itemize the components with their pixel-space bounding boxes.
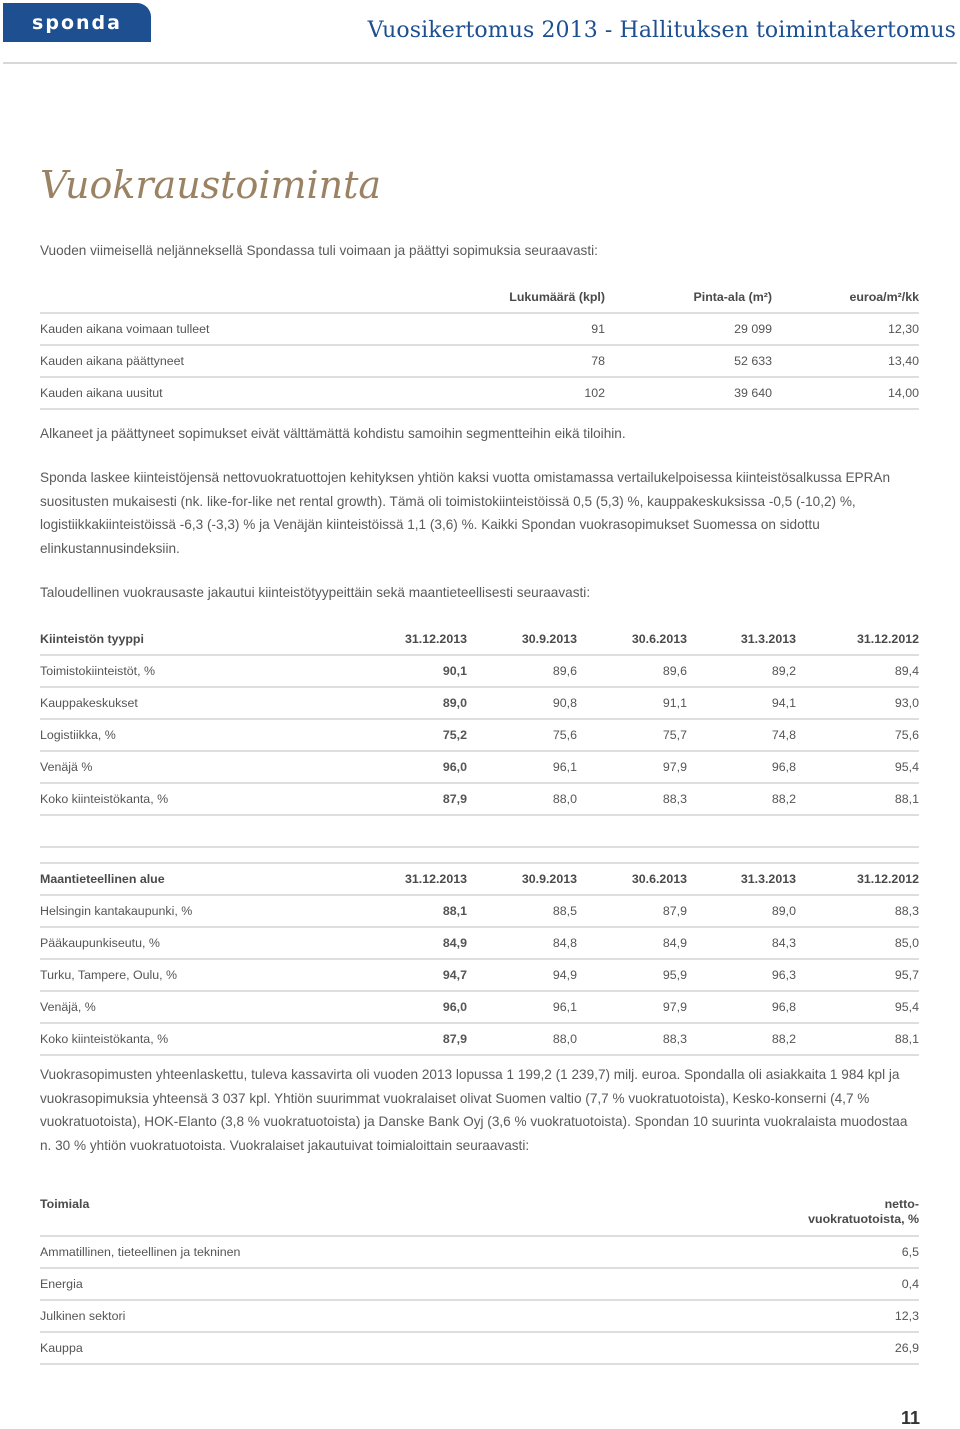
table-cell: 84,3	[687, 927, 796, 959]
table-row	[40, 751, 919, 783]
cashflow-paragraph: Vuokrasopimusten yhteenlaskettu, tuleva kassavirta oli vuoden 2013 lopussa 1 199,2 (1 239,7) milj. euroa. Spondalla oli asiakkaita 1 984 kpl ja vuokrasopimuksia yhteensä 3 037 kpl. Yhtiön suurimmat vuokralaiset olivat Suomen valtio (7,7 % vuokratuotoista), Kesko-konserni (4,7 % vuokratuotoista), HOK-Elanto (3,8 % vuokratuotoista) ja Danske Bank Oyj (3,6 % vuokratuotoista). Spondan 10 suurinta vuokralaista muodostaa n. 30 % yhtiön vuokratuotoista. Vuokralaiset jakautuivat toimialoittain seuraavasti:	[40, 1067, 908, 1154]
row-label: Koko kiinteistökanta, %	[40, 1023, 357, 1055]
table-cell: 95,4	[796, 751, 919, 783]
column-header: 31.3.2013	[687, 624, 796, 655]
column-header	[740, 1197, 919, 1236]
table-cell: 75,7	[577, 719, 687, 751]
table-cell: 75,2	[357, 719, 467, 751]
column-header: 31.12.2013	[357, 624, 467, 655]
epra-paragraph: Sponda laskee kiinteistöjensä nettovuokratuottojen kehityksen yhtiön kaksi vuotta omistamassa vertailukelpoisessa kiinteistösalkussa EPRAn suositusten mukaisesti (nk. like-for-like net rental growth). Tämä oli toimistokiinteistöissä 0,5 (5,3) %, kauppakeskuksissa -0,5 (-10,2) %, logistiikkakiinteistöissä -6,3 (-3,3) % ja Venäjän kiinteistöissä 1,1 (3,6) %. Kaikki Spondan vuokrasopimukset Suomessa on sidottu elinkustannusindeksiin.	[40, 470, 891, 557]
table-cell: 88,3	[577, 1023, 687, 1055]
table-cell: 89,4	[796, 655, 919, 687]
row-label: Koko kiinteistökanta, %	[40, 783, 357, 815]
table-cell: 14,00	[772, 377, 919, 409]
table-cell: 94,9	[467, 959, 577, 991]
table-cell: 52 633	[605, 345, 772, 377]
table-row	[40, 377, 919, 409]
table-row	[40, 1236, 919, 1268]
occupancy-by-region-table	[40, 862, 919, 1056]
table-cell: 96,0	[357, 991, 467, 1023]
table-row	[40, 719, 919, 751]
note-paragraph: Alkaneet ja päättyneet sopimukset eivät välttämättä kohdistu samoihin segmentteihin eikä tiloihin.	[40, 426, 626, 441]
table-cell: 88,1	[796, 783, 919, 815]
table-cell: 88,2	[687, 1023, 796, 1055]
row-label: Venäjä %	[40, 751, 357, 783]
row-label: Kauden aikana voimaan tulleet	[40, 313, 425, 345]
table-cell: 6,5	[740, 1236, 919, 1268]
table-cell: 97,9	[577, 991, 687, 1023]
table-cell: 96,8	[687, 991, 796, 1023]
table-cell: 88,3	[577, 783, 687, 815]
table-cell: 96,8	[687, 751, 796, 783]
table-cell: 87,9	[577, 895, 687, 927]
table-cell: 39 640	[605, 377, 772, 409]
document-header-title: Vuosikertomus 2013 - Hallituksen toimintakertomus	[367, 18, 956, 43]
table-cell: 89,6	[577, 655, 687, 687]
table-cell: 0,4	[740, 1268, 919, 1300]
row-label: Kauden aikana uusitut	[40, 377, 425, 409]
occupancy-by-type-table	[40, 624, 919, 848]
row-label: Energia	[40, 1268, 740, 1300]
column-header	[40, 282, 425, 313]
column-header: Maantieteellinen alue	[40, 863, 357, 895]
table-cell: 12,3	[740, 1300, 919, 1332]
table-row	[40, 895, 919, 927]
table-row	[40, 313, 919, 345]
table-row	[40, 959, 919, 991]
table-cell: 87,9	[357, 1023, 467, 1055]
column-header: 31.12.2012	[796, 624, 919, 655]
header-line: netto-	[884, 1197, 919, 1211]
spacer-row	[40, 815, 919, 847]
row-label: Ammatillinen, tieteellinen ja tekninen	[40, 1236, 740, 1268]
table-row	[40, 783, 919, 815]
table-cell: 84,9	[577, 927, 687, 959]
table-row	[40, 1023, 919, 1055]
table-cell: 88,0	[467, 783, 577, 815]
table-header-row	[40, 863, 919, 895]
intro-paragraph: Vuoden viimeisellä neljänneksellä Spondassa tuli voimaan ja päättyi sopimuksia seuraavasti:	[40, 243, 598, 258]
table-cell: 95,9	[577, 959, 687, 991]
table-cell: 96,1	[467, 991, 577, 1023]
column-header: 31.12.2013	[357, 863, 467, 895]
row-label: Julkinen sektori	[40, 1300, 740, 1332]
table-cell: 87,9	[357, 783, 467, 815]
table-cell: 88,0	[467, 1023, 577, 1055]
table-cell: 89,6	[467, 655, 577, 687]
table-cell: 75,6	[467, 719, 577, 751]
table-cell: 90,1	[357, 655, 467, 687]
table-row	[40, 1332, 919, 1364]
row-label: Kauppa	[40, 1332, 740, 1364]
table-row	[40, 1300, 919, 1332]
table-cell: 12,30	[772, 313, 919, 345]
table-cell: 29 099	[605, 313, 772, 345]
table-row	[40, 991, 919, 1023]
table-cell: 95,7	[796, 959, 919, 991]
table-cell: 89,2	[687, 655, 796, 687]
row-label: Kauden aikana päättyneet	[40, 345, 425, 377]
column-header: 30.9.2013	[467, 624, 577, 655]
column-header: 30.6.2013	[577, 863, 687, 895]
row-label: Logistiikka, %	[40, 719, 357, 751]
table-cell: 91	[425, 313, 605, 345]
table-cell: 93,0	[796, 687, 919, 719]
row-label: Pääkaupunkiseutu, %	[40, 927, 357, 959]
column-header: 30.6.2013	[577, 624, 687, 655]
column-header: Toimiala	[40, 1197, 740, 1236]
column-header: 31.12.2012	[796, 863, 919, 895]
industry-table	[40, 1197, 919, 1365]
column-header: euroa/m²/kk	[772, 282, 919, 313]
table-row	[40, 655, 919, 687]
row-label: Helsingin kantakaupunki, %	[40, 895, 357, 927]
page-number: 11	[900, 1408, 920, 1428]
logo-text: sponda	[32, 11, 122, 34]
table-cell: 74,8	[687, 719, 796, 751]
table-cell: 97,9	[577, 751, 687, 783]
table-cell: 89,0	[357, 687, 467, 719]
row-label: Turku, Tampere, Oulu, %	[40, 959, 357, 991]
table-row	[40, 687, 919, 719]
table-row	[40, 1268, 919, 1300]
column-header: 30.9.2013	[467, 863, 577, 895]
column-header: Pinta-ala (m²)	[605, 282, 772, 313]
table-row	[40, 345, 919, 377]
row-label: Venäjä, %	[40, 991, 357, 1023]
table-cell: 94,7	[357, 959, 467, 991]
table-cell: 90,8	[467, 687, 577, 719]
table-header-row	[40, 282, 919, 313]
occupancy-intro: Taloudellinen vuokrausaste jakautui kiinteistötyypeittäin sekä maantieteellisesti seuraavasti:	[40, 585, 591, 600]
table-cell: 88,3	[796, 895, 919, 927]
table-cell: 88,2	[687, 783, 796, 815]
table-cell: 89,0	[687, 895, 796, 927]
column-header: Kiinteistön tyyppi	[40, 624, 357, 655]
table-cell: 85,0	[796, 927, 919, 959]
row-label: Toimistokiinteistöt, %	[40, 655, 357, 687]
header-divider	[3, 62, 957, 64]
column-header: 31.3.2013	[687, 863, 796, 895]
table-cell: 96,0	[357, 751, 467, 783]
page-title: Vuokraustoiminta	[40, 163, 382, 207]
table-header-row	[40, 624, 919, 655]
table-cell: 91,1	[577, 687, 687, 719]
row-label: Kauppakeskukset	[40, 687, 357, 719]
table-cell: 88,5	[467, 895, 577, 927]
table-cell: 75,6	[796, 719, 919, 751]
table-cell: 13,40	[772, 345, 919, 377]
table-cell: 84,9	[357, 927, 467, 959]
table-cell: 78	[425, 345, 605, 377]
header-line: vuokratuotoista, %	[808, 1212, 919, 1226]
table-cell: 94,1	[687, 687, 796, 719]
table-cell: 95,4	[796, 991, 919, 1023]
table-cell: 26,9	[740, 1332, 919, 1364]
table-cell: 88,1	[357, 895, 467, 927]
table-cell: 102	[425, 377, 605, 409]
table-row	[40, 927, 919, 959]
table-cell: 84,8	[467, 927, 577, 959]
table-cell: 96,1	[467, 751, 577, 783]
column-header: Lukumäärä (kpl)	[425, 282, 605, 313]
sponda-logo	[3, 3, 151, 42]
table-cell: 96,3	[687, 959, 796, 991]
contracts-table	[40, 282, 919, 410]
table-header-row	[40, 1197, 919, 1236]
table-cell: 88,1	[796, 1023, 919, 1055]
